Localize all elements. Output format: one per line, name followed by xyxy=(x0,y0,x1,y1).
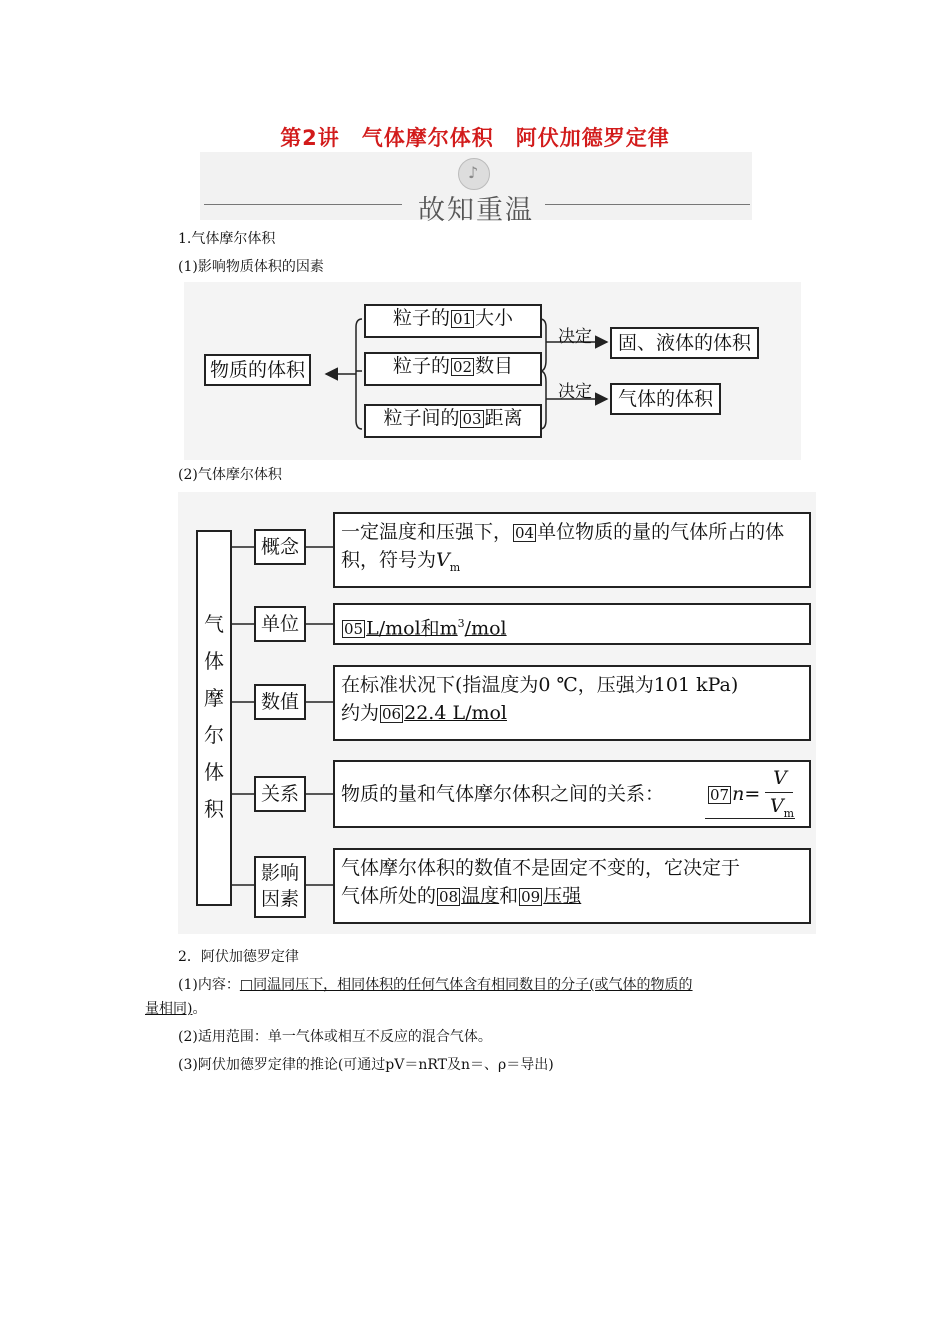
result-solid-liquid-box: 固、液体的体积 xyxy=(610,327,759,359)
formula-numerator: V xyxy=(773,767,787,789)
label-relation: 关系 xyxy=(254,776,306,812)
bell-icon: ♪ xyxy=(458,158,490,190)
label-unit: 单位 xyxy=(254,606,306,642)
value-box: 在标准状况下(指温度为0 ℃，压强为101 kPa) 约为 06 22.4 L/mol xyxy=(333,665,811,741)
section2-p3: (3)阿伏加德罗定律的推论(可通过pV＝nRT及n＝、ρ＝导出) xyxy=(178,1057,554,1073)
label-value: 数值 xyxy=(254,684,306,720)
section2-p1: (1)内容：□同温同压下，相同体积的任何气体含有相同数目的分子(或气体的物质的 xyxy=(178,977,693,993)
section1-heading: 1.气体摩尔体积 xyxy=(178,231,276,247)
section1-sub2: (2)气体摩尔体积 xyxy=(178,467,282,483)
result-gas-box: 气体的体积 xyxy=(610,383,721,415)
section2-p2: (2)适用范围：单一气体或相互不反应的混合气体。 xyxy=(178,1029,492,1045)
unit-box: 05 L/mol和$m^3$/mol xyxy=(333,603,811,645)
molar-volume-root-box: 气 体 摩 尔 体 积 xyxy=(196,530,232,906)
decide-label-2: 决定 xyxy=(558,382,592,402)
relation-box: 物质的量和气体摩尔体积之间的关系： 07 n= V $V_m$ xyxy=(333,760,811,828)
label-concept: 概念 xyxy=(254,529,306,565)
label-influence: 影响因素 xyxy=(254,856,306,918)
section2-heading: 2．阿伏加德罗定律 xyxy=(178,949,299,965)
concept-box: 一定温度和压强下， 04 单位物质的量的气体所占的体积，符号为$V_m$ xyxy=(333,512,811,588)
section1-sub1: (1)影响物质体积的因素 xyxy=(178,259,324,275)
factor-distance-box: 粒子间的 03 距离 xyxy=(364,404,542,438)
formula-denominator: $V_m$ xyxy=(769,795,795,820)
section-banner xyxy=(200,152,752,226)
decide-label-1: 决定 xyxy=(558,327,592,347)
page-title: 第2讲 气体摩尔体积 阿伏加德罗定律 xyxy=(280,126,670,150)
influence-box: 气体摩尔体积的数值不是固定不变的，它决定于 气体所处的 08 温度和 09 压强 xyxy=(333,848,811,924)
banner-text: 故知重温 xyxy=(418,195,534,226)
diagram-volume-factors xyxy=(184,282,801,460)
section2-p1-cont: 量相同)。 xyxy=(145,1001,207,1017)
root-box: 物质的体积 xyxy=(204,354,311,386)
diagram-molar-volume xyxy=(178,492,816,934)
factor-count-box: 粒子的 02 数目 xyxy=(364,352,542,386)
factor-size-box: 粒子的 01 大小 xyxy=(364,304,542,338)
